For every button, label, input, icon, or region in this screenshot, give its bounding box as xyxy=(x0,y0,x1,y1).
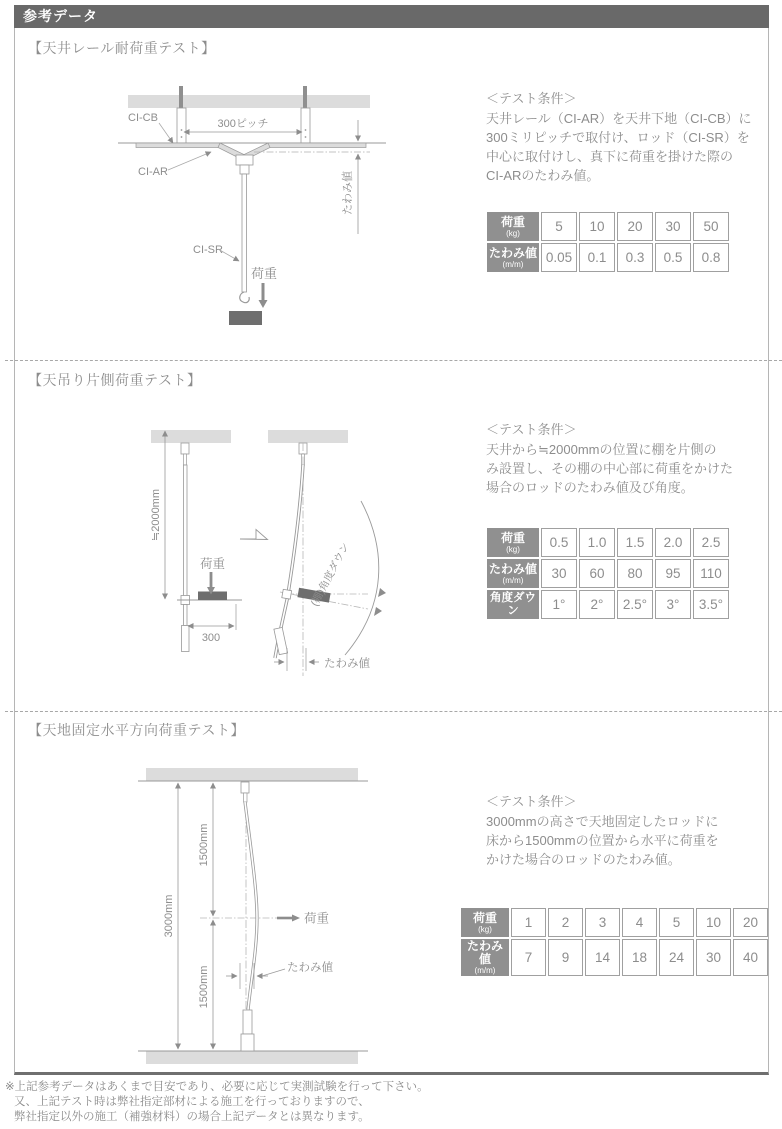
label-load: 荷重 xyxy=(200,557,226,571)
label-ci-sr: CI-SR xyxy=(193,244,223,256)
label-upper-height: 1500mm xyxy=(198,823,210,867)
label-deflection: たわみ値 xyxy=(342,171,354,215)
conditions-line: 場合のロッドのたわみ値及び角度。 xyxy=(486,480,694,495)
transition-arrow xyxy=(240,530,268,540)
label-height: ≒2000mm xyxy=(150,488,162,542)
ceiling-slab-right xyxy=(268,430,348,443)
table-header-cell: たわみ値 (m/m) xyxy=(487,559,539,588)
table-cell: 9 xyxy=(548,939,583,976)
table-cell: 60 xyxy=(579,559,615,588)
table-cell: 2.0 xyxy=(655,528,691,557)
table-cell: 14 xyxy=(585,939,620,976)
conditions-line: 300ミリピッチで取付け、ロッド（CI-SR）を xyxy=(486,130,750,145)
table-cell: 0.1 xyxy=(579,243,615,272)
table-cell: 95 xyxy=(655,559,691,588)
table-cell: 20 xyxy=(617,212,653,241)
footer-notes xyxy=(5,1080,429,1125)
conditions-line: 3000mmの高さで天地固定したロッドに xyxy=(486,814,719,829)
floor-slab xyxy=(146,1051,358,1064)
table-cell: 1.0 xyxy=(579,528,615,557)
horizontal-load-test-diagram xyxy=(130,755,380,1077)
leader-ci-cb xyxy=(159,123,173,143)
bent-rod xyxy=(245,802,257,1010)
label-lower-height: 1500mm xyxy=(198,965,210,1009)
table-cell: 5 xyxy=(541,212,577,241)
hanging-rod xyxy=(242,174,247,292)
table-cell: 10 xyxy=(579,212,615,241)
table-cell: 1 xyxy=(511,908,546,937)
straight-rod-assembly xyxy=(181,443,190,652)
section-title-ceiling-rail-test: 【天井レール耐荷重テスト】 xyxy=(28,40,216,56)
arc-arrowhead-lower xyxy=(374,607,382,616)
table-cell: 18 xyxy=(622,939,657,976)
test-conditions-1 xyxy=(486,89,771,185)
table-cell: 30 xyxy=(655,212,691,241)
table-cell: 0.5 xyxy=(655,243,691,272)
leader-ci-ar xyxy=(168,152,211,170)
label-total-height: 3000mm xyxy=(163,894,175,938)
label-deflection: たわみ値 xyxy=(324,658,370,670)
table-header-cell: 荷重 (kg) xyxy=(461,908,509,937)
table-cell: 40 xyxy=(733,939,768,976)
conditions-heading: ＜テスト条件＞ xyxy=(486,794,577,809)
table-header-cell: たわみ値 (m/m) xyxy=(461,939,509,976)
conditions-line: かけた場合のロッドのたわみ値。 xyxy=(486,852,681,867)
conditions-line: 天井レール（CI-AR）を天井下地（CI-CB）に xyxy=(486,111,752,126)
table-row xyxy=(487,212,729,241)
deflection-leader xyxy=(262,969,285,976)
load-arrowhead xyxy=(259,300,268,308)
label-shelf-width: 300 xyxy=(201,632,221,644)
shelf-bracket xyxy=(282,589,292,599)
load-arrowhead xyxy=(292,915,300,922)
conditions-heading: ＜テスト条件＞ xyxy=(486,91,577,106)
ceiling-slab-left xyxy=(151,430,231,443)
test-conditions-2 xyxy=(486,420,771,497)
conditions-line: 床から1500mmの位置から水平に荷重を xyxy=(486,833,719,848)
table-cell: 3 xyxy=(585,908,620,937)
conditions-line: 中心に取付けし、真下に荷重を掛けた際の xyxy=(486,149,734,164)
footer-note-line: 又、上記テスト時は弊社指定部材による施工を行っておりますので、 xyxy=(14,1096,370,1108)
shelf-block xyxy=(198,592,227,601)
top-fitting-stem xyxy=(244,793,248,802)
label-load: 荷重 xyxy=(304,911,330,926)
table-cell: 4 xyxy=(622,908,657,937)
label-pitch: 300ピッチ xyxy=(217,118,269,130)
table-row xyxy=(487,528,729,557)
table-cell: 0.5 xyxy=(541,528,577,557)
conditions-line: CI-ARのたわみ値。 xyxy=(486,168,600,183)
ceiling-rail-load-test-diagram xyxy=(118,85,413,340)
table-cell: 30 xyxy=(696,939,731,976)
conditions-heading: ＜テスト条件＞ xyxy=(486,422,577,437)
label-ci-cb: CI-CB xyxy=(128,112,158,124)
load-deflection-table-3 xyxy=(459,906,770,978)
hook xyxy=(240,292,249,303)
table-cell: 1° xyxy=(541,590,577,619)
page-title: 参考データ xyxy=(23,8,98,24)
bottom-fitting-base xyxy=(241,1034,254,1051)
table-cell: 7 xyxy=(511,939,546,976)
table-cell: 2.5° xyxy=(617,590,653,619)
conditions-line: み設置し、その棚の中心部に荷重をかけた xyxy=(486,461,734,476)
table-header-cell: たわみ値 (m/m) xyxy=(487,243,539,272)
table-cell: 24 xyxy=(659,939,694,976)
table-cell: 2.5 xyxy=(693,528,729,557)
section-title-horizontal-load-test: 【天地固定水平方向荷重テスト】 xyxy=(28,722,245,738)
label-load: 荷重 xyxy=(251,266,278,281)
angle-arc xyxy=(345,501,379,655)
table-cell: 0.3 xyxy=(617,243,653,272)
table-cell: 0.8 xyxy=(693,243,729,272)
table-cell: 2° xyxy=(579,590,615,619)
section-divider xyxy=(5,711,782,712)
table-header-cell: 荷重 (kg) xyxy=(487,528,539,557)
table-row xyxy=(487,243,729,272)
table-cell: 50 xyxy=(693,212,729,241)
one-side-shelf-load-test-diagram xyxy=(130,408,435,708)
hanger-bolt-left xyxy=(177,86,186,143)
table-cell: 1.5 xyxy=(617,528,653,557)
table-row xyxy=(461,939,768,976)
table-row xyxy=(487,559,729,588)
load-deflection-angle-table-2 xyxy=(485,526,731,621)
table-cell: 5 xyxy=(659,908,694,937)
table-header-cell: 角度ダウン xyxy=(487,590,539,619)
load-deflection-table-1 xyxy=(485,210,731,274)
table-cell: 3.5° xyxy=(693,590,729,619)
footer-note-line: 弊社指定以外の施工（補強材料）の場合上記データとは異なります。 xyxy=(14,1111,370,1123)
bottom-fitting xyxy=(243,1010,252,1034)
table-row xyxy=(461,908,768,937)
conditions-line: 天井から≒2000mmの位置に棚を片側の xyxy=(486,442,717,457)
table-cell: 30 xyxy=(541,559,577,588)
label-deflection: たわみ値 xyxy=(287,962,333,974)
table-cell: 20 xyxy=(733,908,768,937)
footer-note-line: ※上記参考データはあくまで目安であり、必要に応じて実測試験を行って下さい。 xyxy=(5,1081,429,1093)
table-cell: 2 xyxy=(548,908,583,937)
test-conditions-3 xyxy=(486,792,771,869)
table-cell: 0.05 xyxy=(541,243,577,272)
label-angle-down: (棚)角度ダウン xyxy=(308,540,353,609)
table-cell: 3° xyxy=(655,590,691,619)
page-header-bar xyxy=(14,5,769,28)
table-cell: 80 xyxy=(617,559,653,588)
section-divider xyxy=(5,360,782,361)
table-row xyxy=(487,590,729,619)
hanger-bolt-right xyxy=(301,86,310,143)
table-cell: 10 xyxy=(696,908,731,937)
label-ci-ar: CI-AR xyxy=(138,166,168,178)
ceiling-slab xyxy=(128,95,370,108)
arc-arrowhead-upper xyxy=(378,588,386,597)
section-title-one-side-load-test: 【天吊り片側荷重テスト】 xyxy=(28,372,202,388)
load-weight-block xyxy=(229,311,262,325)
ceiling-slab xyxy=(146,768,358,781)
table-header-cell: 荷重 (kg) xyxy=(487,212,539,241)
top-fitting xyxy=(241,782,249,793)
table-cell: 110 xyxy=(693,559,729,588)
